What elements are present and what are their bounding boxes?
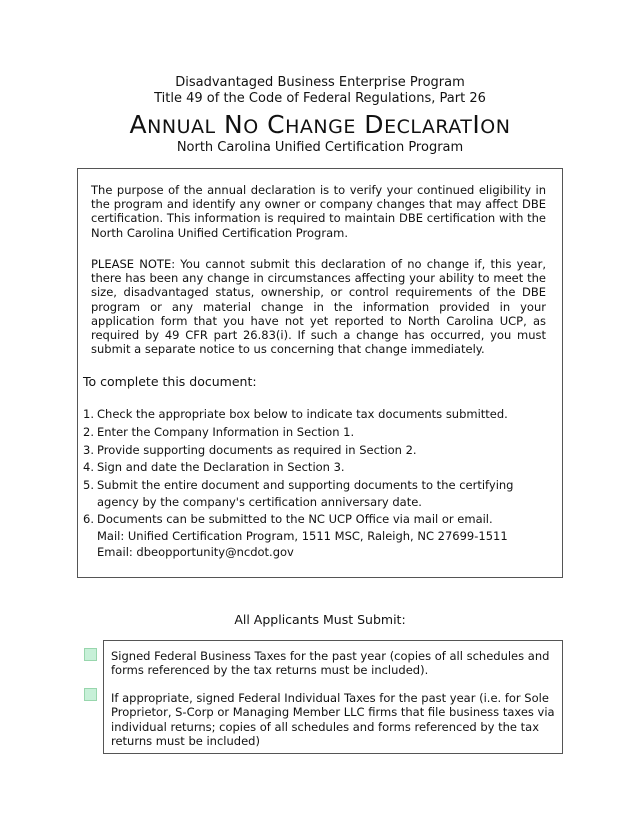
regulation-reference: Title 49 of the Code of Federal Regulations, Part 26 — [154, 91, 486, 106]
business-taxes-checkbox[interactable] — [84, 648, 97, 661]
email-address: Email: dbeopportunity@ncdot.gov — [97, 545, 294, 560]
list-item: 4. Sign and date the Declaration in Section 3. — [83, 460, 345, 475]
instruction-steps — [83, 406, 553, 562]
individual-taxes-checkbox[interactable] — [84, 688, 97, 701]
program-header — [0, 75, 640, 107]
instructions-heading: To complete this document: — [83, 374, 257, 389]
please-note-paragraph: PLEASE NOTE: You cannot submit this declaration of no change if, this year, there has been any change in circumstances affecting your ability to meet the size, disadvantaged status, ownership, or control requirements of the DBE program or any material change in the information provided in your application form that you have not yet reported to North Carolina UCP, as required by 49 CFR part 26.83(i). If such a change has occurred, you must submit a separate notice to us concerning that change immediately. — [91, 257, 546, 357]
mail-address: Mail: Unified Certification Program, 1511 MSC, Raleigh, NC 27699-1511 — [97, 528, 508, 543]
purpose-paragraph: The purpose of the annual declaration is to verify your continued eligibility in the program and identify any owner or company changes that may affect DBE certification. This information is required to maintain DBE certification with the North Carolina Unified Certification Program. — [91, 183, 546, 240]
instructions-box — [77, 168, 563, 578]
document-subtitle: North Carolina Unified Certification Program — [176, 140, 464, 155]
list-item: 5. Submit the entire document and supporting documents to the certifying agency by the company's certification anniversary date. — [83, 478, 514, 509]
requirements-heading: All Applicants Must Submit: — [234, 612, 406, 627]
list-item: 6. Documents can be submitted to the NC UCP Office via mail or email. Mail: Unified Certification Program, 1511 MSC, Raleigh, NC 27699-1511 Email: dbeopportunity@ncdot.gov — [83, 511, 553, 560]
list-item: 1. Check the appropriate box below to indicate tax documents submitted. — [83, 407, 508, 421]
list-item: 3. Provide supporting documents as required in Section 2. — [83, 442, 417, 457]
business-taxes-label: Signed Federal Business Taxes for the past year (copies of all schedules and forms referenced by the tax returns must be included). — [111, 649, 550, 678]
program-name: Disadvantaged Business Enterprise Program — [175, 75, 465, 90]
list-item: 2. Enter the Company Information in Section 1. — [83, 424, 355, 439]
document-title: ANNUAL NO CHANGE DECLARATION — [129, 110, 511, 139]
individual-taxes-label: If appropriate, signed Federal Individual Taxes for the past year (i.e. for Sole Proprietor, S-Corp or Managing Member LLC firms that file business taxes via individual returns; copies of all schedules and forms referenced by the tax returns must be included) — [111, 691, 555, 748]
